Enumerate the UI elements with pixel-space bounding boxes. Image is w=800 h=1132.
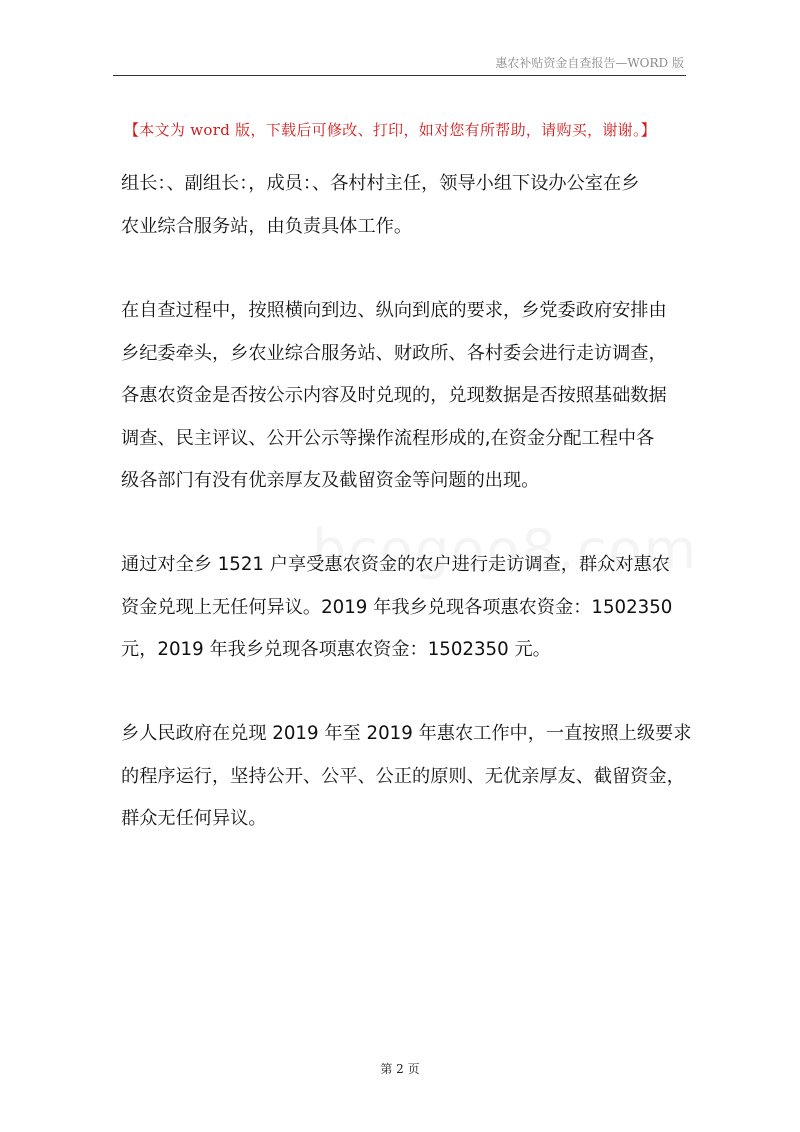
- paragraph-line: 的程序运行，坚持公开、公平、公正的原则、无优亲厚友、截留资金，: [121, 765, 685, 787]
- paragraph-line: 乡人民政府在兑现 2019 年至 2019 年惠农工作中，一直按照上级要求: [121, 723, 692, 744]
- paragraph-line: 组长：、副组长：，成员：、各村村主任，领导小组下设办公室在乡: [121, 173, 640, 194]
- paragraph-line: 在自查过程中，按照横向到边、纵向到底的要求，乡党委政府安排由: [121, 300, 667, 321]
- paragraph-line: 元，2019 年我乡兑现各项惠农资金：1502350 元。: [121, 639, 551, 660]
- paragraph-line: 通过对全乡 1521 户享受惠农资金的农户进行走访调查，群众对惠农: [121, 554, 670, 575]
- document-header-title: 惠农补贴资金自查报告—WORD 版: [495, 56, 684, 70]
- paragraph-survey-results: [121, 544, 696, 672]
- paragraph-line: 各惠农资金是否按公示内容及时兑现的，兑现数据是否按照基础数据: [121, 385, 667, 406]
- page-number: 第 2 页: [380, 1062, 420, 1076]
- paragraph-line: 农业综合服务站，由负责具体工作。: [121, 215, 413, 237]
- paragraph-line: 群众无任何异议。: [121, 808, 267, 829]
- paragraph-line: 级各部门有没有优亲厚友及截留资金等问题的出现。: [121, 470, 540, 491]
- paragraph-inspection-process: [121, 290, 696, 503]
- paragraph-leadership-group: [121, 163, 696, 248]
- paragraph-government-conduct: [121, 713, 696, 841]
- header-divider: [113, 75, 686, 76]
- paragraph-line: 资金兑现上无任何异议。2019 年我乡兑现各项惠农资金：1502350: [121, 596, 673, 618]
- download-notice: 【本文为 word 版，下载后可修改、打印，如对您有所帮助，请购买，谢谢。】: [124, 121, 657, 139]
- paragraph-line: 调查、民主评议、公开公示等操作流程形成的,在资金分配工程中各: [121, 427, 655, 449]
- paragraph-line: 乡纪委牵头，乡农业综合服务站、财政所、各村委会进行走访调查，: [121, 342, 667, 364]
